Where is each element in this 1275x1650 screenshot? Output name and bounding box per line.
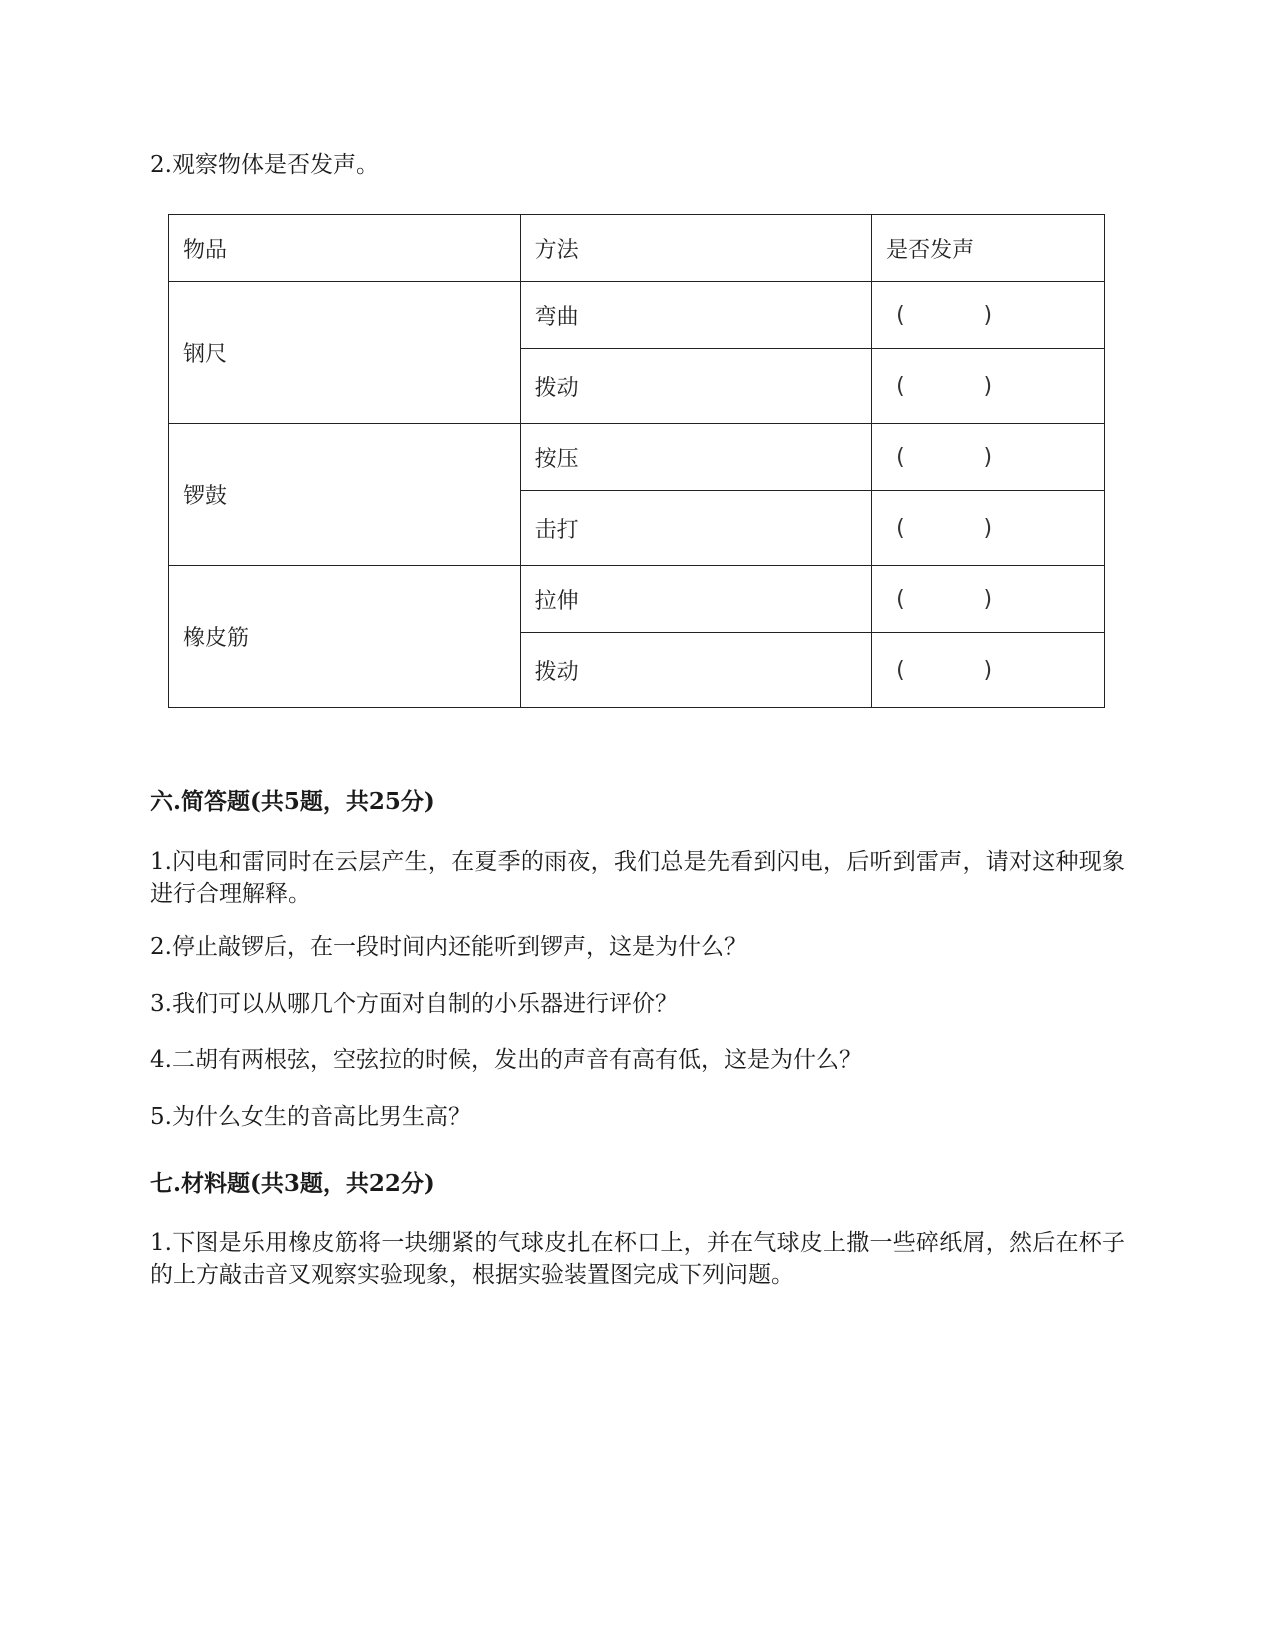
question-item: 2.停止敲锣后，在一段时间内还能听到锣声，这是为什么？ [150, 934, 747, 960]
answer-cell[interactable] [872, 633, 1105, 708]
question-item: 1.下图是乐用橡皮筋将一块绷紧的气球皮扎在杯口上，并在气球皮上撒一些碎纸屑，然后在杯子的上方敲击音叉观察实验现象，根据实验装置图完成下列问题。 [150, 1230, 1125, 1288]
item-cell: 橡皮筋 [169, 566, 521, 708]
header-cell-item: 物品 [169, 215, 521, 282]
method-cell: 弯曲 [520, 282, 872, 349]
method-cell: 拨动 [520, 349, 872, 424]
answer-blank: ( ) [896, 444, 993, 470]
section-heading-material: 七.材料题(共3题，共22分) [150, 1170, 435, 1197]
answer-blank: ( ) [896, 657, 993, 683]
answer-blank: ( ) [896, 515, 993, 541]
section-heading-short-answer: 六.简答题(共5题，共25分) [150, 788, 435, 815]
table-row [169, 282, 1105, 349]
question-item: 4.二胡有两根弦，空弦拉的时候，发出的声音有高有低，这是为什么？ [150, 1047, 862, 1073]
question-item: 5.为什么女生的音高比男生高？ [150, 1104, 471, 1130]
table-row [169, 424, 1105, 491]
item-cell: 锣鼓 [169, 424, 521, 566]
table-row [169, 566, 1105, 633]
method-cell: 拨动 [520, 633, 872, 708]
answer-cell[interactable] [872, 282, 1105, 349]
answer-blank: ( ) [896, 586, 993, 612]
answer-cell[interactable] [872, 566, 1105, 633]
method-cell: 按压 [520, 424, 872, 491]
answer-blank: ( ) [896, 373, 993, 399]
item-cell: 钢尺 [169, 282, 521, 424]
method-cell: 击打 [520, 491, 872, 566]
answer-cell[interactable] [872, 424, 1105, 491]
answer-cell[interactable] [872, 491, 1105, 566]
header-cell-method: 方法 [520, 215, 872, 282]
observation-table [168, 214, 1105, 708]
question-item: 3.我们可以从哪几个方面对自制的小乐器进行评价？ [150, 991, 678, 1017]
question-item: 1.闪电和雷同时在云层产生，在夏季的雨夜，我们总是先看到闪电，后听到雷声，请对这种现象进行合理解释。 [150, 849, 1125, 907]
answer-blank: ( ) [896, 302, 993, 328]
table-header-row [169, 215, 1105, 282]
method-cell: 拉伸 [520, 566, 872, 633]
header-cell-sound: 是否发声 [872, 215, 1105, 282]
question-title: 2.观察物体是否发声。 [150, 152, 379, 178]
answer-cell[interactable] [872, 349, 1105, 424]
